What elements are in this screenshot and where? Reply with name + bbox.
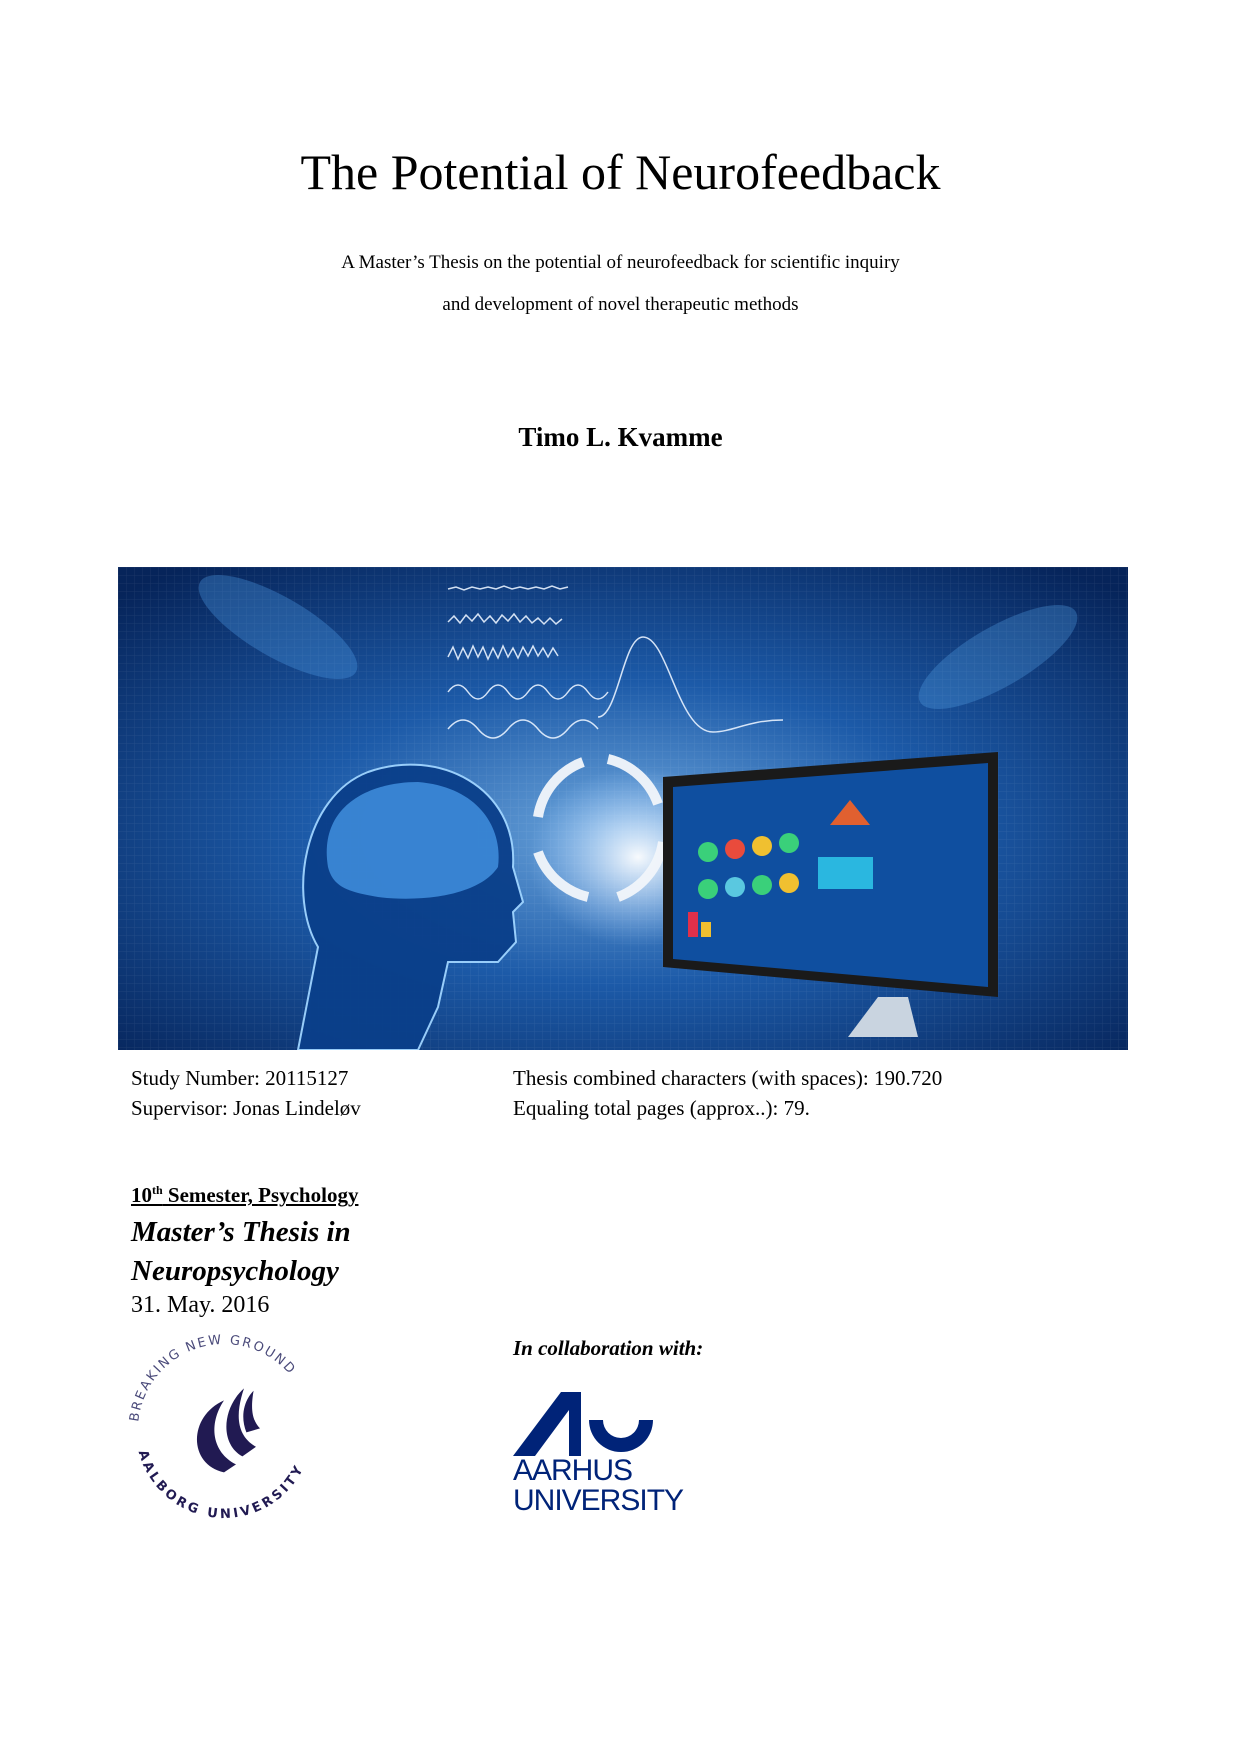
study-info	[131, 1063, 361, 1123]
study-number: Study Number: 20115127	[131, 1066, 349, 1090]
document-title: The Potential of Neurofeedback	[300, 144, 941, 200]
semester-suffix: th	[152, 1183, 163, 1197]
semester-heading	[131, 1183, 358, 1208]
subtitle-line-1: A Master’s Thesis on the potential of neurofeedback for scientific inquiry	[341, 252, 900, 273]
thesis-stats	[513, 1063, 942, 1123]
aalborg-university-logo	[124, 1330, 324, 1530]
subtitle-line-2: and development of novel therapeutic methods	[442, 294, 799, 315]
aarhus-university-logo	[513, 1392, 803, 1517]
degree-line-1: Master’s Thesis in	[131, 1216, 351, 1248]
supervisor: Supervisor: Jonas Lindeløv	[131, 1096, 361, 1120]
semester-number: 10	[131, 1183, 152, 1207]
page-count: Equaling total pages (approx..): 79.	[513, 1096, 810, 1120]
submission-date: 31. May. 2016	[131, 1292, 270, 1318]
aalborg-ring-top-text: BREAKING NEW GROUND	[127, 1332, 299, 1423]
degree-line-2: Neuropsychology	[131, 1255, 339, 1287]
aarhus-logo-text: AARHUS UNIVERSITY	[513, 1454, 684, 1517]
collaboration-label: In collaboration with:	[513, 1336, 704, 1360]
aalborg-ring-bottom-text: AALBORG UNIVERSITY	[134, 1448, 308, 1523]
semester-text: Semester, Psychology	[162, 1183, 359, 1207]
cover-image-neurofeedback	[118, 567, 1128, 1050]
character-count: Thesis combined characters (with spaces): 190.720	[513, 1066, 943, 1090]
aalborg-swoosh-icon	[197, 1388, 260, 1472]
author-name: Timo L. Kvamme	[518, 422, 723, 452]
